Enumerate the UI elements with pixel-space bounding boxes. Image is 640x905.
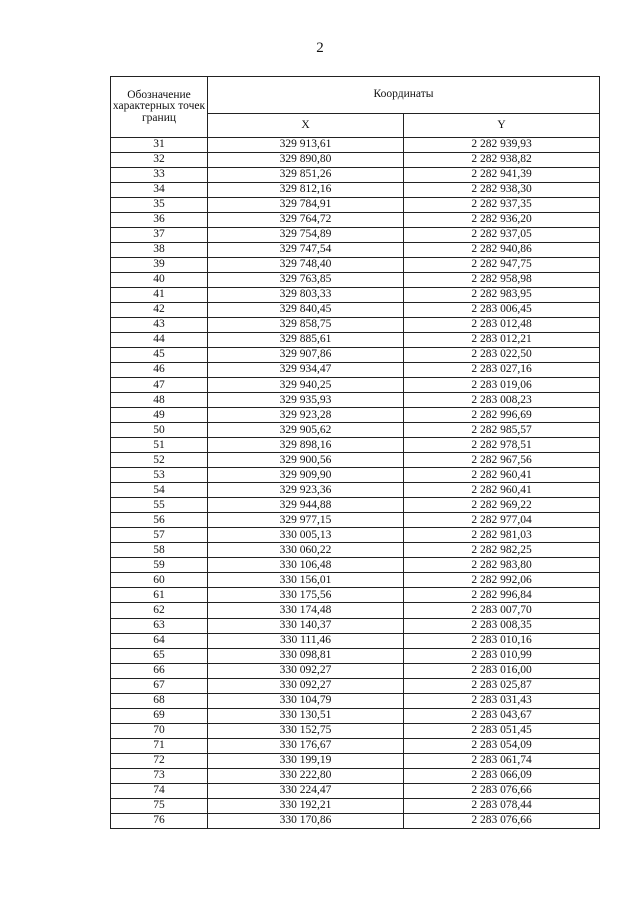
point-number-cell: 75	[111, 798, 208, 813]
table-row	[111, 603, 600, 618]
point-number-cell: 52	[111, 453, 208, 468]
x-coordinate-cell: 330 170,86	[208, 813, 404, 828]
table-row	[111, 363, 600, 378]
table-row	[111, 288, 600, 303]
y-coordinate-cell: 2 283 043,67	[404, 708, 600, 723]
table-row	[111, 678, 600, 693]
x-coordinate-cell: 329 812,16	[208, 183, 404, 198]
x-coordinate-cell: 329 923,36	[208, 483, 404, 498]
table-row	[111, 153, 600, 168]
y-coordinate-cell: 2 283 019,06	[404, 378, 600, 393]
point-number-cell: 61	[111, 588, 208, 603]
table-row	[111, 693, 600, 708]
y-coordinate-cell: 2 282 937,35	[404, 198, 600, 213]
x-coordinate-cell: 330 222,80	[208, 768, 404, 783]
point-number-cell: 69	[111, 708, 208, 723]
y-coordinate-cell: 2 283 010,99	[404, 648, 600, 663]
coordinates-table	[110, 76, 600, 829]
x-coordinate-cell: 329 858,75	[208, 318, 404, 333]
y-coordinate-cell: 2 283 010,16	[404, 633, 600, 648]
y-coordinate-cell: 2 283 025,87	[404, 678, 600, 693]
point-number-cell: 47	[111, 378, 208, 393]
point-number-cell: 50	[111, 423, 208, 438]
point-number-cell: 64	[111, 633, 208, 648]
x-coordinate-cell: 329 940,25	[208, 378, 404, 393]
table-row	[111, 303, 600, 318]
point-number-cell: 67	[111, 678, 208, 693]
table-row	[111, 258, 600, 273]
x-coordinate-cell: 329 944,88	[208, 498, 404, 513]
point-number-cell: 51	[111, 438, 208, 453]
header-x: X	[208, 114, 404, 138]
point-number-cell: 42	[111, 303, 208, 318]
y-coordinate-cell: 2 282 981,03	[404, 528, 600, 543]
x-coordinate-cell: 329 885,61	[208, 333, 404, 348]
y-coordinate-cell: 2 282 960,41	[404, 483, 600, 498]
y-coordinate-cell: 2 283 022,50	[404, 348, 600, 363]
x-coordinate-cell: 329 907,86	[208, 348, 404, 363]
table-row	[111, 663, 600, 678]
point-number-cell: 48	[111, 393, 208, 408]
point-number-cell: 44	[111, 333, 208, 348]
x-coordinate-cell: 329 764,72	[208, 213, 404, 228]
x-coordinate-cell: 330 140,37	[208, 618, 404, 633]
table-row	[111, 453, 600, 468]
y-coordinate-cell: 2 283 066,09	[404, 768, 600, 783]
y-coordinate-cell: 2 282 982,25	[404, 543, 600, 558]
point-number-cell: 60	[111, 573, 208, 588]
header-point-designation: Обозначение характерных точек границ	[111, 77, 208, 138]
x-coordinate-cell: 330 174,48	[208, 603, 404, 618]
x-coordinate-cell: 329 890,80	[208, 153, 404, 168]
point-number-cell: 43	[111, 318, 208, 333]
x-coordinate-cell: 330 104,79	[208, 693, 404, 708]
point-number-cell: 49	[111, 408, 208, 423]
point-number-cell: 53	[111, 468, 208, 483]
y-coordinate-cell: 2 283 031,43	[404, 693, 600, 708]
table-body	[111, 138, 600, 829]
table-row	[111, 228, 600, 243]
x-coordinate-cell: 329 934,47	[208, 363, 404, 378]
table-row	[111, 798, 600, 813]
x-coordinate-cell: 329 754,89	[208, 228, 404, 243]
table-row	[111, 528, 600, 543]
point-number-cell: 37	[111, 228, 208, 243]
point-number-cell: 45	[111, 348, 208, 363]
y-coordinate-cell: 2 282 938,30	[404, 183, 600, 198]
table-row	[111, 738, 600, 753]
y-coordinate-cell: 2 282 941,39	[404, 168, 600, 183]
table-row	[111, 438, 600, 453]
x-coordinate-cell: 330 224,47	[208, 783, 404, 798]
table-row	[111, 723, 600, 738]
point-number-cell: 57	[111, 528, 208, 543]
table-row	[111, 183, 600, 198]
x-coordinate-cell: 329 851,26	[208, 168, 404, 183]
x-coordinate-cell: 330 060,22	[208, 543, 404, 558]
x-coordinate-cell: 330 156,01	[208, 573, 404, 588]
point-number-cell: 63	[111, 618, 208, 633]
y-coordinate-cell: 2 283 016,00	[404, 663, 600, 678]
point-number-cell: 31	[111, 138, 208, 153]
y-coordinate-cell: 2 282 938,82	[404, 153, 600, 168]
y-coordinate-cell: 2 282 958,98	[404, 273, 600, 288]
x-coordinate-cell: 330 005,13	[208, 528, 404, 543]
table-row	[111, 618, 600, 633]
table-row	[111, 138, 600, 153]
y-coordinate-cell: 2 283 078,44	[404, 798, 600, 813]
point-number-cell: 66	[111, 663, 208, 678]
y-coordinate-cell: 2 283 006,45	[404, 303, 600, 318]
point-number-cell: 62	[111, 603, 208, 618]
table-header	[111, 77, 600, 138]
page-number: 2	[316, 40, 324, 56]
point-number-cell: 73	[111, 768, 208, 783]
x-coordinate-cell: 330 176,67	[208, 738, 404, 753]
table-row	[111, 498, 600, 513]
x-coordinate-cell: 330 130,51	[208, 708, 404, 723]
y-coordinate-cell: 2 283 054,09	[404, 738, 600, 753]
x-coordinate-cell: 330 152,75	[208, 723, 404, 738]
point-number-cell: 38	[111, 243, 208, 258]
table-row	[111, 783, 600, 798]
point-number-cell: 54	[111, 483, 208, 498]
x-coordinate-cell: 330 106,48	[208, 558, 404, 573]
y-coordinate-cell: 2 282 969,22	[404, 498, 600, 513]
point-number-cell: 40	[111, 273, 208, 288]
x-coordinate-cell: 329 923,28	[208, 408, 404, 423]
x-coordinate-cell: 330 175,56	[208, 588, 404, 603]
y-coordinate-cell: 2 283 012,21	[404, 333, 600, 348]
x-coordinate-cell: 330 092,27	[208, 663, 404, 678]
table-row	[111, 408, 600, 423]
point-number-cell: 56	[111, 513, 208, 528]
table-row	[111, 753, 600, 768]
point-number-cell: 39	[111, 258, 208, 273]
y-coordinate-cell: 2 282 996,84	[404, 588, 600, 603]
x-coordinate-cell: 329 913,61	[208, 138, 404, 153]
point-number-cell: 76	[111, 813, 208, 828]
x-coordinate-cell: 329 763,85	[208, 273, 404, 288]
y-coordinate-cell: 2 282 983,80	[404, 558, 600, 573]
table-row	[111, 423, 600, 438]
table-row	[111, 558, 600, 573]
point-number-cell: 59	[111, 558, 208, 573]
point-number-cell: 46	[111, 363, 208, 378]
x-coordinate-cell: 329 935,93	[208, 393, 404, 408]
table-row	[111, 318, 600, 333]
table-row	[111, 768, 600, 783]
table-row	[111, 708, 600, 723]
x-coordinate-cell: 329 977,15	[208, 513, 404, 528]
point-number-cell: 33	[111, 168, 208, 183]
x-coordinate-cell: 330 192,21	[208, 798, 404, 813]
y-coordinate-cell: 2 283 008,35	[404, 618, 600, 633]
y-coordinate-cell: 2 282 936,20	[404, 213, 600, 228]
table-row	[111, 348, 600, 363]
y-coordinate-cell: 2 282 996,69	[404, 408, 600, 423]
table-row	[111, 333, 600, 348]
table-row	[111, 813, 600, 828]
table-row	[111, 468, 600, 483]
point-number-cell: 36	[111, 213, 208, 228]
table-row	[111, 648, 600, 663]
header-coordinates: Координаты	[208, 77, 600, 114]
point-number-cell: 34	[111, 183, 208, 198]
table-row	[111, 588, 600, 603]
point-number-cell: 58	[111, 543, 208, 558]
y-coordinate-cell: 2 283 027,16	[404, 363, 600, 378]
point-number-cell: 32	[111, 153, 208, 168]
x-coordinate-cell: 329 803,33	[208, 288, 404, 303]
x-coordinate-cell: 329 905,62	[208, 423, 404, 438]
header-y: Y	[404, 114, 600, 138]
x-coordinate-cell: 329 747,54	[208, 243, 404, 258]
table-row	[111, 633, 600, 648]
y-coordinate-cell: 2 282 977,04	[404, 513, 600, 528]
x-coordinate-cell: 329 900,56	[208, 453, 404, 468]
table-row	[111, 543, 600, 558]
x-coordinate-cell: 329 748,40	[208, 258, 404, 273]
y-coordinate-cell: 2 282 960,41	[404, 468, 600, 483]
y-coordinate-cell: 2 282 983,95	[404, 288, 600, 303]
table-row	[111, 393, 600, 408]
table-row	[111, 213, 600, 228]
y-coordinate-cell: 2 283 061,74	[404, 753, 600, 768]
x-coordinate-cell: 329 784,91	[208, 198, 404, 213]
x-coordinate-cell: 329 909,90	[208, 468, 404, 483]
y-coordinate-cell: 2 282 985,57	[404, 423, 600, 438]
point-number-cell: 35	[111, 198, 208, 213]
y-coordinate-cell: 2 283 012,48	[404, 318, 600, 333]
y-coordinate-cell: 2 282 947,75	[404, 258, 600, 273]
y-coordinate-cell: 2 282 939,93	[404, 138, 600, 153]
x-coordinate-cell: 330 092,27	[208, 678, 404, 693]
x-coordinate-cell: 330 111,46	[208, 633, 404, 648]
table-row	[111, 378, 600, 393]
y-coordinate-cell: 2 282 937,05	[404, 228, 600, 243]
x-coordinate-cell: 329 840,45	[208, 303, 404, 318]
x-coordinate-cell: 330 199,19	[208, 753, 404, 768]
y-coordinate-cell: 2 283 076,66	[404, 783, 600, 798]
point-number-cell: 68	[111, 693, 208, 708]
table-row	[111, 573, 600, 588]
point-number-cell: 74	[111, 783, 208, 798]
point-number-cell: 65	[111, 648, 208, 663]
x-coordinate-cell: 330 098,81	[208, 648, 404, 663]
y-coordinate-cell: 2 282 940,86	[404, 243, 600, 258]
table-row	[111, 273, 600, 288]
y-coordinate-cell: 2 283 007,70	[404, 603, 600, 618]
point-number-cell: 72	[111, 753, 208, 768]
y-coordinate-cell: 2 283 076,66	[404, 813, 600, 828]
y-coordinate-cell: 2 283 008,23	[404, 393, 600, 408]
point-number-cell: 55	[111, 498, 208, 513]
table-row	[111, 198, 600, 213]
y-coordinate-cell: 2 282 967,56	[404, 453, 600, 468]
table-row	[111, 483, 600, 498]
y-coordinate-cell: 2 282 978,51	[404, 438, 600, 453]
x-coordinate-cell: 329 898,16	[208, 438, 404, 453]
y-coordinate-cell: 2 283 051,45	[404, 723, 600, 738]
table-row	[111, 243, 600, 258]
point-number-cell: 41	[111, 288, 208, 303]
point-number-cell: 70	[111, 723, 208, 738]
table-row	[111, 168, 600, 183]
point-number-cell: 71	[111, 738, 208, 753]
table-row	[111, 513, 600, 528]
y-coordinate-cell: 2 282 992,06	[404, 573, 600, 588]
